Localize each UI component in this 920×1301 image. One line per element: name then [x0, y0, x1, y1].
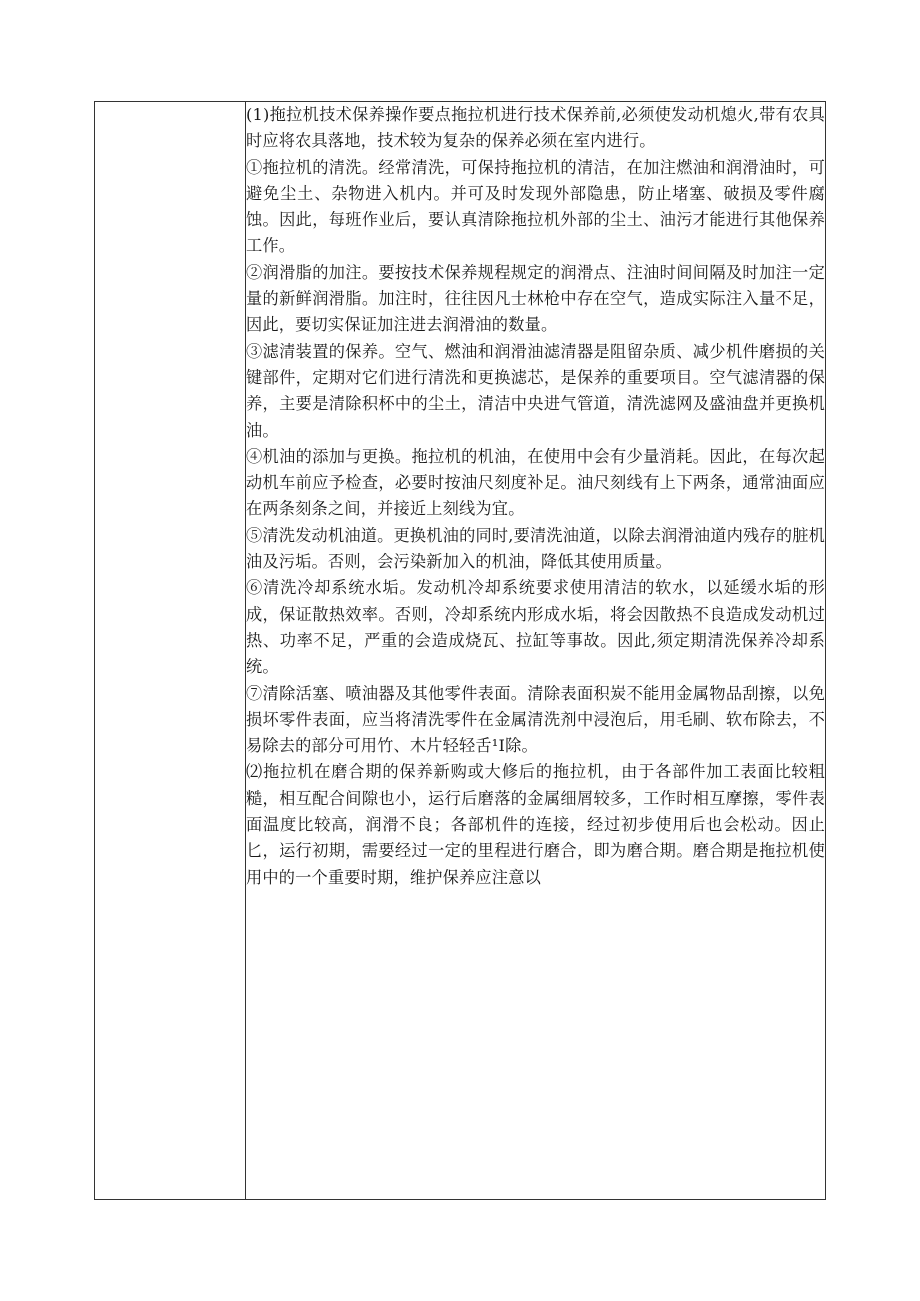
paragraph-oil-passage: ⑤清洗发动机油道。更换机油的同时,要清洗油道，以除去润滑油道内残存的脏机油及污垢。否则，会污染新加入的机油，降低其使用质量。 [246, 525, 825, 572]
document-table [94, 101, 826, 1200]
left-cell [95, 102, 246, 1200]
content-cell [246, 102, 826, 1200]
paragraph-carbon-removal: ⑦清除活塞、喷油器及其他零件表面。清除表面积炭不能用金属物品刮擦，以免损坏零件表面，应当将清洗零件在金属清洗剂中浸泡后，用毛刷、软布除去，不易除去的部分可用竹、木片轻轻舌¹I除。 [246, 683, 825, 756]
paragraph-cooling-scale: ⑥清洗冷却系统水垢。发动机冷却系统要求使用清洁的软水，以延缓水垢的形成，保证散热效率。否则，冷却系统内形成水垢，将会因散热不良造成发动机过热、功率不足，严重的会造成烧瓦、拉缸等事故。因此,须定期清洗保养冷却系统。 [246, 578, 825, 677]
paragraph-engine-oil: ④机油的添加与更换。拖拉机的机油，在使用中会有少量消耗。因此，在每次起动机车前应予检查，必要时按油尺刻度补足。油尺刻线有上下两条，通常油面应在两条刻条之间，并接近上刻线为宜。 [246, 446, 825, 519]
paragraph-maintenance-overview: (1)拖拉机技术保养操作要点拖拉机进行技术保养前,必须使发动机熄火,带有农具时应将农具落地，技术较为复杂的保养必须在室内进行。 [246, 105, 825, 151]
paragraph-filters: ③滤清装置的保养。空气、燃油和润滑油滤清器是阻留杂质、减少机件磨损的关键部件，定期对它们进行清洗和更换滤芯，是保养的重要项目。空气滤清器的保养，主要是清除积杯中的尘土，清洁中央进气管道，清洗滤网及盛油盘并更换机油。 [246, 341, 825, 440]
paragraph-cleaning: ①拖拉机的清洗。经常清洗，可保持拖拉机的清洁，在加注燃油和润滑油时，可避免尘土、杂物进入机内。并可及时发现外部隐患，防止堵塞、破损及零件腐蚀。因此，每班作业后，要认真清除拖拉机外部的尘土、油污才能进行其他保养工作。 [246, 157, 825, 256]
paragraph-break-in: ⑵拖拉机在磨合期的保养新购或大修后的拖拉机，由于各部件加工表面比较粗糙，相互配合间隙也小，运行后磨落的金属细屑较多，工作时相互摩擦，零件表面温度比较高，润滑不良；各部机件的连接，经过初步使用后也会松动。因止匕，运行初期，需要经过一定的里程进行磨合，即为磨合期。磨合期是拖拉机使用中的一个重要时期，维护保养应注意以 [246, 762, 825, 887]
table-row [95, 102, 826, 1200]
paragraph-grease: ②润滑脂的加注。要按技术保养规程规定的润滑点、注油时间间隔及时加注一定量的新鲜润滑脂。加注时，往往因凡士林枪中存在空气，造成实际注入量不足，因此，要切实保证加注进去润滑油的数量。 [246, 262, 825, 335]
